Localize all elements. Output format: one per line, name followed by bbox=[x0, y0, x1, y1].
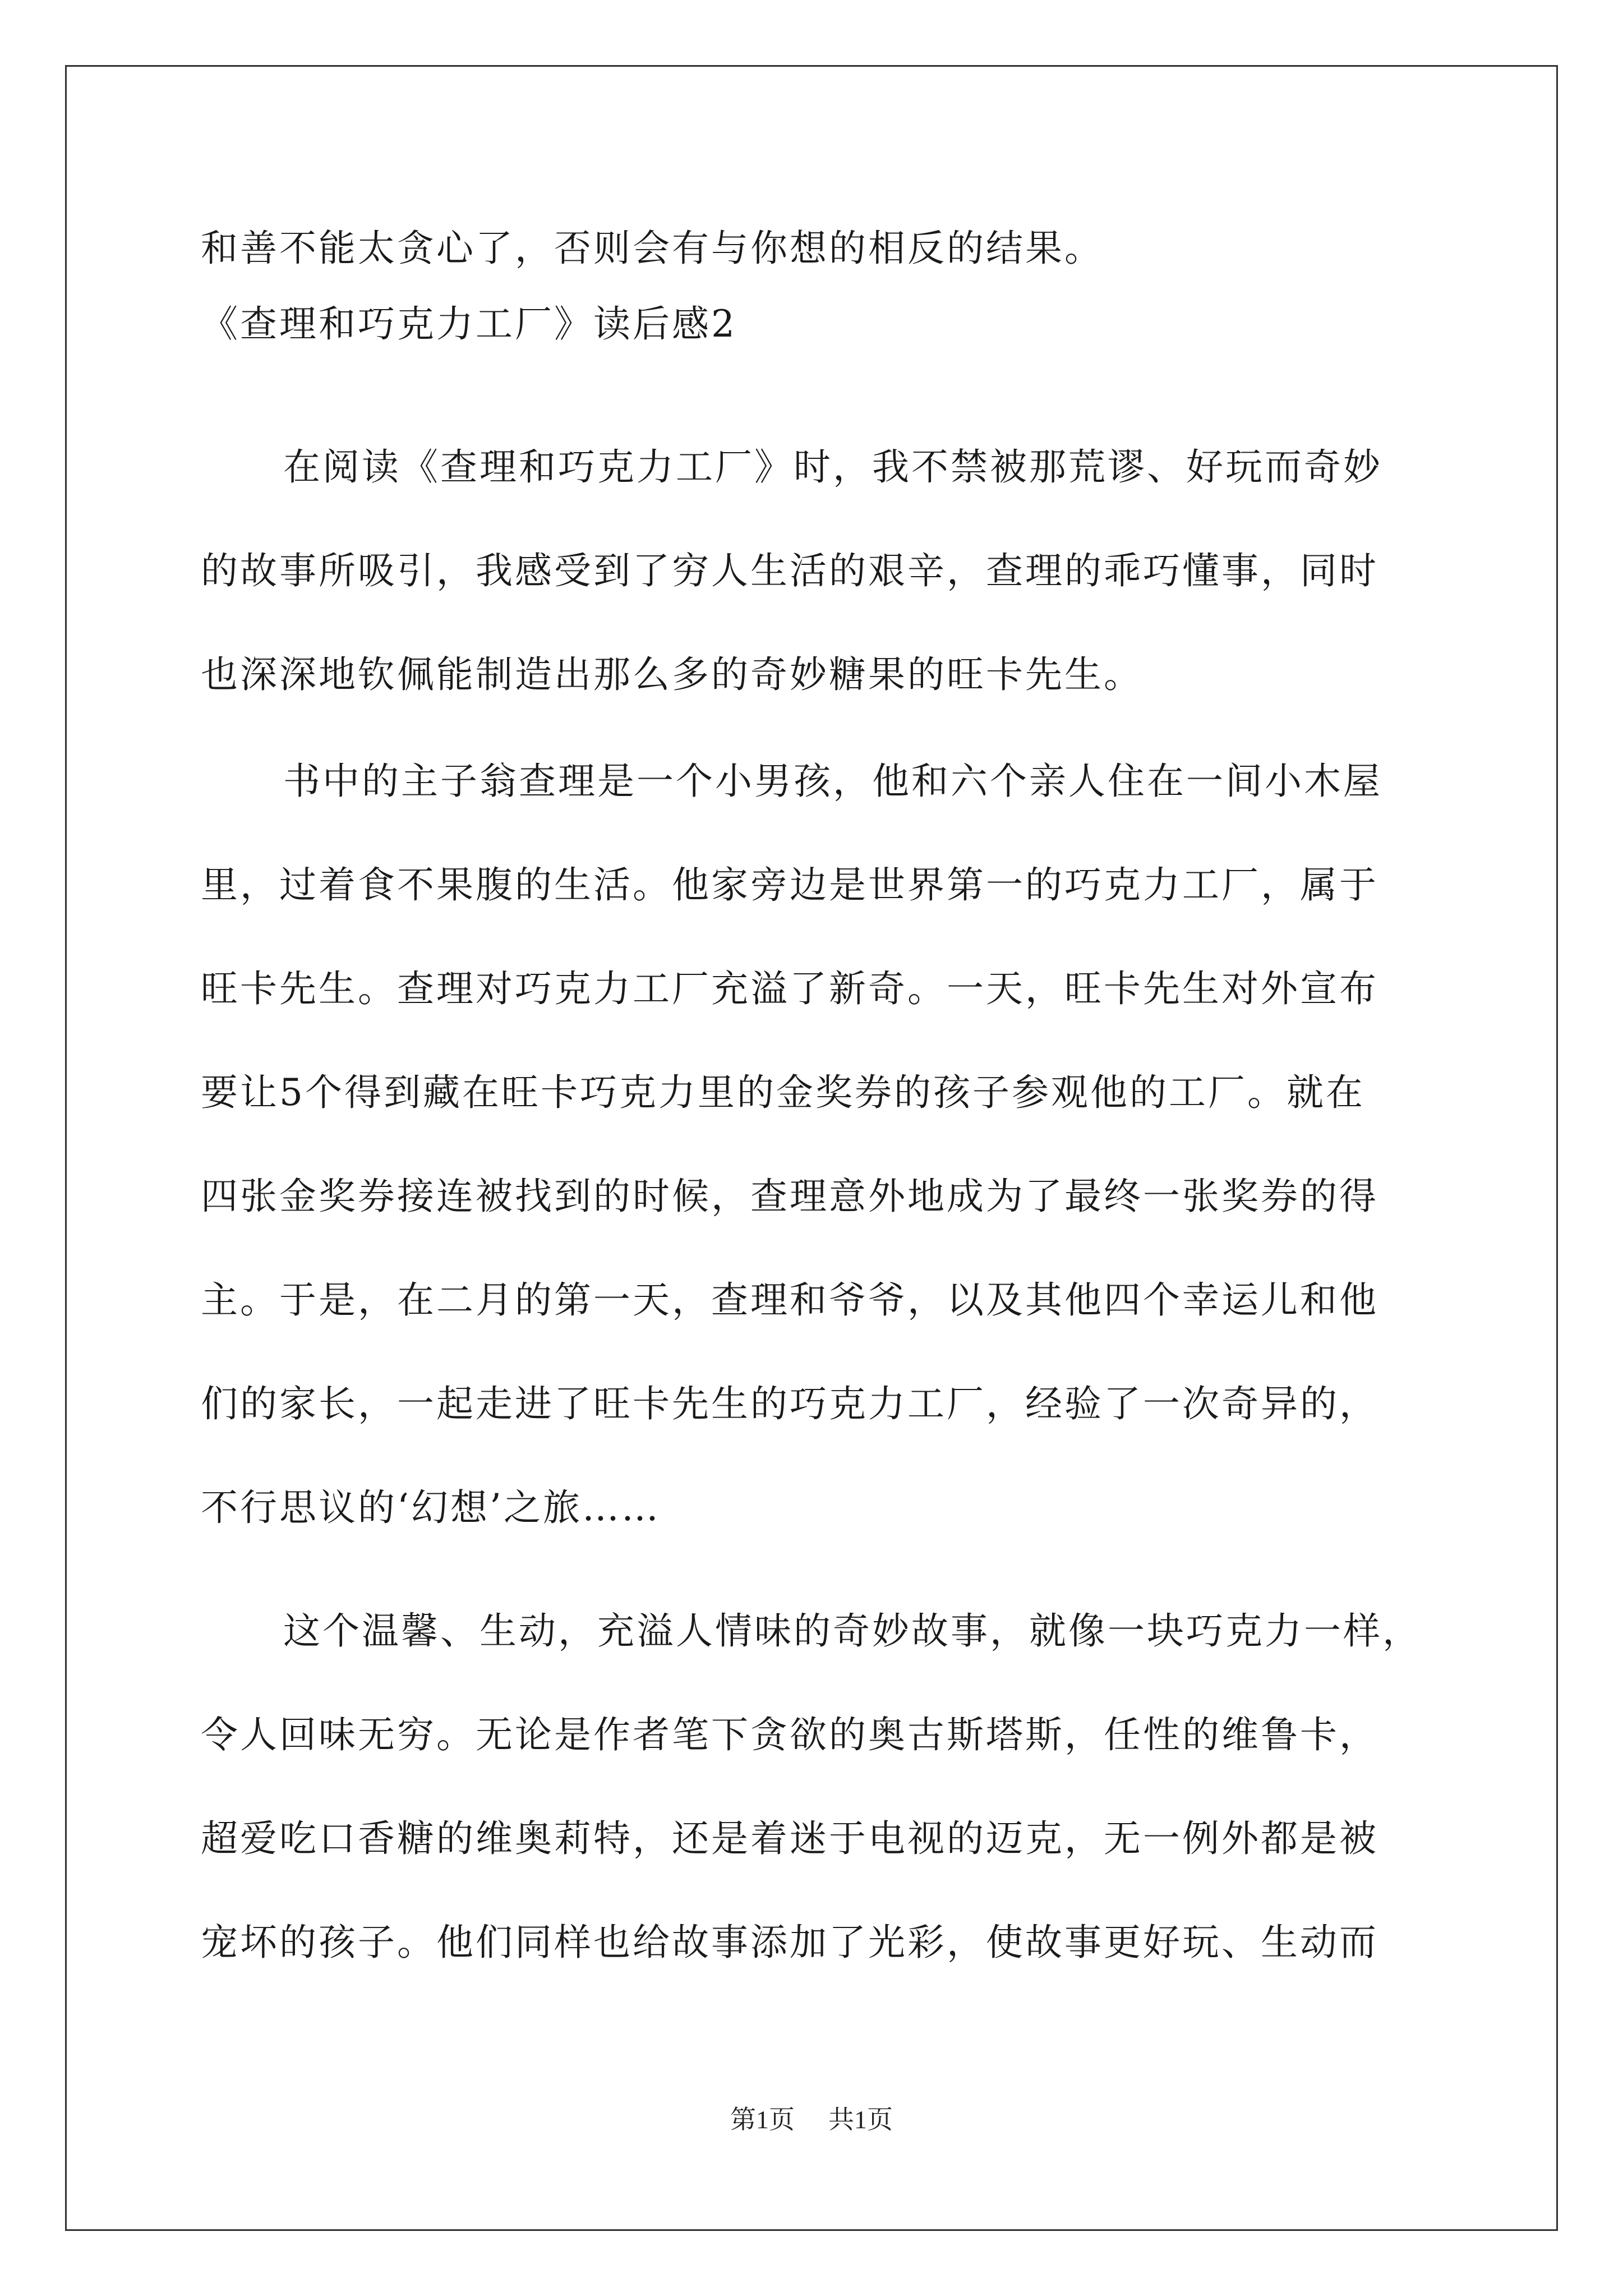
text-line: 不行思议的‘幻想’之旅…… bbox=[201, 1486, 661, 1529]
text-line: 这个温馨、生动，充溢人情味的奇妙故事，就像一块巧克力一样， bbox=[283, 1609, 1422, 1653]
text-line: 和善不能太贪心了，否则会有与你想的相反的结果。 bbox=[201, 227, 1104, 270]
text-line: 宠坏的孩子。他们同样也给故事添加了光彩，使故事更好玩、生动而 bbox=[201, 1921, 1378, 1964]
text-line: 超爱吃口香糖的维奥莉特，还是着迷于电视的迈克，无一例外都是被 bbox=[201, 1817, 1378, 1860]
text-line: 也深深地钦佩能制造出那么多的奇妙糖果的旺卡先生。 bbox=[201, 653, 1143, 696]
page-total: 共1页 bbox=[828, 2105, 893, 2134]
text-line: 要让5个得到藏在旺卡巧克力里的金奖券的孩子参观他的工厂。就在 bbox=[201, 1071, 1365, 1114]
text-line: 的故事所吸引，我感受到了穷人生活的艰辛，查理的乖巧懂事，同时 bbox=[201, 549, 1378, 592]
text-line: 里，过着食不果腹的生活。他家旁边是世界第一的巧克力工厂，属于 bbox=[201, 863, 1378, 907]
section-heading: 《查理和巧克力工厂》读后感2 bbox=[201, 302, 737, 346]
text-line: 书中的主子翁查理是一个小男孩，他和六个亲人住在一间小木屋 bbox=[283, 760, 1382, 803]
text-line: 旺卡先生。查理对巧克力工厂充溢了新奇。一天，旺卡先生对外宣布 bbox=[201, 967, 1378, 1010]
page-number: 第1页 bbox=[730, 2105, 795, 2134]
text-line: 主。于是，在二月的第一天，查理和爷爷，以及其他四个幸运儿和他 bbox=[201, 1278, 1378, 1322]
text-line: 令人回味无穷。无论是作者笔下贪欲的奥古斯塔斯，任性的维鲁卡， bbox=[201, 1713, 1378, 1756]
page-footer bbox=[0, 2107, 1623, 2133]
text-line: 们的家长，一起走进了旺卡先生的巧克力工厂，经验了一次奇异的， bbox=[201, 1382, 1378, 1425]
page-border bbox=[65, 65, 1558, 2231]
text-line: 四张金奖券接连被找到的时候，查理意外地成为了最终一张奖券的得 bbox=[201, 1175, 1378, 1218]
text-line: 在阅读《查理和巧克力工厂》时，我不禁被那荒谬、好玩而奇妙 bbox=[283, 445, 1382, 489]
